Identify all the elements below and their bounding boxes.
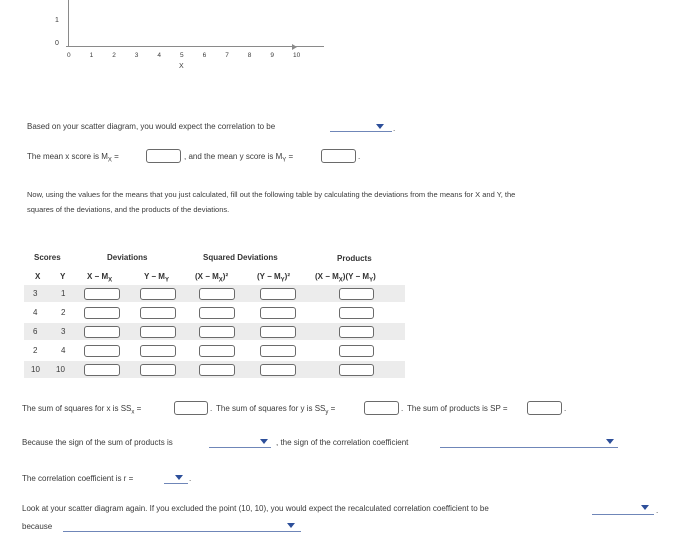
sq-dev-y-input[interactable] [260, 307, 296, 319]
x-tick-label: 8 [247, 52, 252, 59]
ssx-sub: x [131, 409, 135, 416]
dev-x-input[interactable] [84, 288, 120, 300]
col-header-sq-x [195, 272, 228, 284]
sq-dev-x-input[interactable] [199, 288, 235, 300]
mean-y-text: , and the mean y score is M [184, 152, 283, 161]
product-input[interactable] [339, 326, 374, 338]
header-squared-deviations: Squared Deviations [203, 253, 278, 262]
x-tick-label: 0 [67, 52, 71, 59]
ssx-label [22, 404, 141, 416]
chevron-down-icon[interactable] [260, 439, 268, 444]
ssy-text: The sum of squares for y is SS [216, 404, 326, 413]
correlation-question-text: Based on your scatter diagram, you would expect the correlation to be [27, 122, 276, 131]
x-tick-label: 4 [157, 52, 162, 59]
ssx-end: . [210, 404, 213, 413]
y-axis-line [68, 0, 69, 47]
sp-input[interactable] [527, 401, 562, 415]
cell-x: 10 [31, 365, 40, 374]
cell-y: 2 [61, 308, 66, 317]
period: . [189, 474, 192, 483]
ssx-input[interactable] [174, 401, 208, 415]
dev-y-sub: Y [164, 277, 169, 284]
instructions-line-1: Now, using the values for the means that you just calculated, fill out the following table by calculating the deviations from the means for X and Y, the [27, 190, 516, 199]
because-dropdown[interactable] [63, 531, 301, 532]
dev-x-input[interactable] [84, 307, 120, 319]
prod-text: (X − M [315, 272, 339, 281]
sq-y-end: )² [284, 272, 290, 281]
dev-y-input[interactable] [140, 364, 176, 376]
col-header-x: X [35, 272, 41, 281]
col-header-dev-x [87, 272, 112, 284]
outlier-dropdown[interactable] [592, 514, 654, 515]
mean-y-eq: = [288, 152, 294, 161]
y-tick-0: 0 [55, 40, 59, 47]
table-row [24, 285, 405, 302]
mean-x-sub: X [107, 157, 112, 164]
x-tick-label: 10 [293, 52, 301, 59]
dev-x-sub: X [108, 277, 113, 284]
mean-x-input[interactable] [146, 149, 181, 163]
mean-x-text: The mean x score is M [27, 152, 108, 161]
sq-dev-x-input[interactable] [199, 307, 235, 319]
dev-y-input[interactable] [140, 307, 176, 319]
scatter-plot [30, 0, 310, 75]
mean-y-input[interactable] [321, 149, 356, 163]
ssy-sub: y [325, 409, 329, 416]
header-deviations: Deviations [107, 253, 148, 262]
sq-dev-x-input[interactable] [199, 326, 235, 338]
instructions-line-2: squares of the deviations, and the products of the deviations. [27, 205, 230, 214]
ssy-label [216, 404, 335, 416]
cell-y: 3 [61, 327, 66, 336]
x-tick-label: 3 [134, 52, 139, 59]
sign-coefficient-dropdown[interactable] [440, 447, 618, 448]
col-header-dev-y [144, 272, 169, 284]
x-tick-label: 2 [112, 52, 116, 59]
product-input[interactable] [339, 307, 374, 319]
sq-dev-x-input[interactable] [199, 364, 235, 376]
table-row [24, 342, 405, 359]
col-header-products [315, 272, 376, 284]
col-header-sq-y [257, 272, 290, 284]
ssy-end: . [401, 404, 404, 413]
sign-text-2: , the sign of the correlation coefficient [276, 438, 409, 447]
table-row [24, 304, 405, 321]
x-axis-label: X [179, 63, 184, 70]
x-tick-label: 5 [180, 52, 184, 59]
col-header-y: Y [60, 272, 66, 281]
dev-y-input[interactable] [140, 288, 176, 300]
chevron-down-icon[interactable] [175, 475, 183, 480]
correlation-dropdown[interactable] [330, 131, 392, 132]
sq-x-sub: X [218, 277, 223, 284]
x-tick-label: 6 [202, 52, 207, 59]
sq-x-end: )² [222, 272, 229, 281]
sign-sum-dropdown[interactable] [209, 447, 271, 448]
ssx-eq: = [136, 404, 142, 413]
sq-dev-x-input[interactable] [199, 345, 235, 357]
chevron-down-icon[interactable] [376, 124, 384, 129]
prod-sub-x: X [338, 277, 343, 284]
x-axis-arrow [292, 44, 297, 50]
sq-y-sub: Y [280, 277, 285, 284]
coefficient-dropdown[interactable] [164, 483, 188, 484]
x-axis-line [66, 46, 324, 47]
product-input[interactable] [339, 345, 374, 357]
sign-text-1: Because the sign of the sum of products is [22, 438, 173, 447]
x-tick-label: 9 [270, 52, 275, 59]
dev-x-input[interactable] [84, 345, 120, 357]
dev-x-text: X − M [87, 272, 109, 281]
chevron-down-icon[interactable] [641, 505, 649, 510]
cell-y: 10 [56, 365, 65, 374]
cell-y: 1 [61, 289, 66, 298]
prod-end: ) [373, 272, 376, 281]
mean-y-label [184, 152, 293, 164]
mean-y-sub: Y [282, 157, 287, 164]
product-input[interactable] [339, 288, 374, 300]
sq-dev-y-input[interactable] [260, 345, 296, 357]
table-row [24, 361, 405, 378]
dev-x-input[interactable] [84, 326, 120, 338]
prod-mid: )(Y − M [342, 272, 370, 281]
sq-y-text: (Y − M [257, 272, 281, 281]
mean-x-eq: = [114, 152, 119, 161]
dev-y-input[interactable] [140, 345, 176, 357]
table-row [24, 323, 405, 340]
ssy-eq: = [330, 404, 336, 413]
sq-dev-y-input[interactable] [260, 326, 296, 338]
mean-end-period: . [358, 152, 361, 161]
outlier-line-2: because [22, 522, 53, 531]
mean-x-label [27, 152, 119, 164]
y-tick-1: 1 [55, 17, 59, 24]
cell-x: 6 [33, 327, 38, 336]
period: . [393, 124, 396, 133]
ssy-input[interactable] [364, 401, 399, 415]
dev-y-text: Y − M [144, 272, 165, 281]
sp-end: . [564, 404, 567, 413]
coefficient-text: The correlation coefficient is r = [22, 474, 134, 483]
sq-dev-y-input[interactable] [260, 288, 296, 300]
sp-label: The sum of products is SP = [407, 404, 508, 413]
cell-x: 3 [33, 289, 38, 298]
chevron-down-icon[interactable] [287, 523, 295, 528]
chevron-down-icon[interactable] [606, 439, 614, 444]
header-scores: Scores [34, 253, 61, 262]
cell-x: 4 [33, 308, 38, 317]
x-tick-label: 1 [89, 52, 94, 59]
outlier-line-1: Look at your scatter diagram again. If you excluded the point (10, 10), you would expect the recalculated correlation coefficient to be [22, 504, 489, 513]
cell-y: 4 [61, 346, 66, 355]
x-tick-label: 7 [225, 52, 229, 59]
header-products: Products [337, 254, 372, 263]
period: . [656, 506, 659, 515]
sq-dev-y-input[interactable] [260, 364, 296, 376]
ssx-text: The sum of squares for x is SS [22, 404, 132, 413]
dev-y-input[interactable] [140, 326, 176, 338]
dev-x-input[interactable] [84, 364, 120, 376]
cell-x: 2 [33, 346, 38, 355]
sq-x-text: (X − M [195, 272, 219, 281]
prod-sub-y: Y [369, 277, 374, 284]
product-input[interactable] [339, 364, 374, 376]
